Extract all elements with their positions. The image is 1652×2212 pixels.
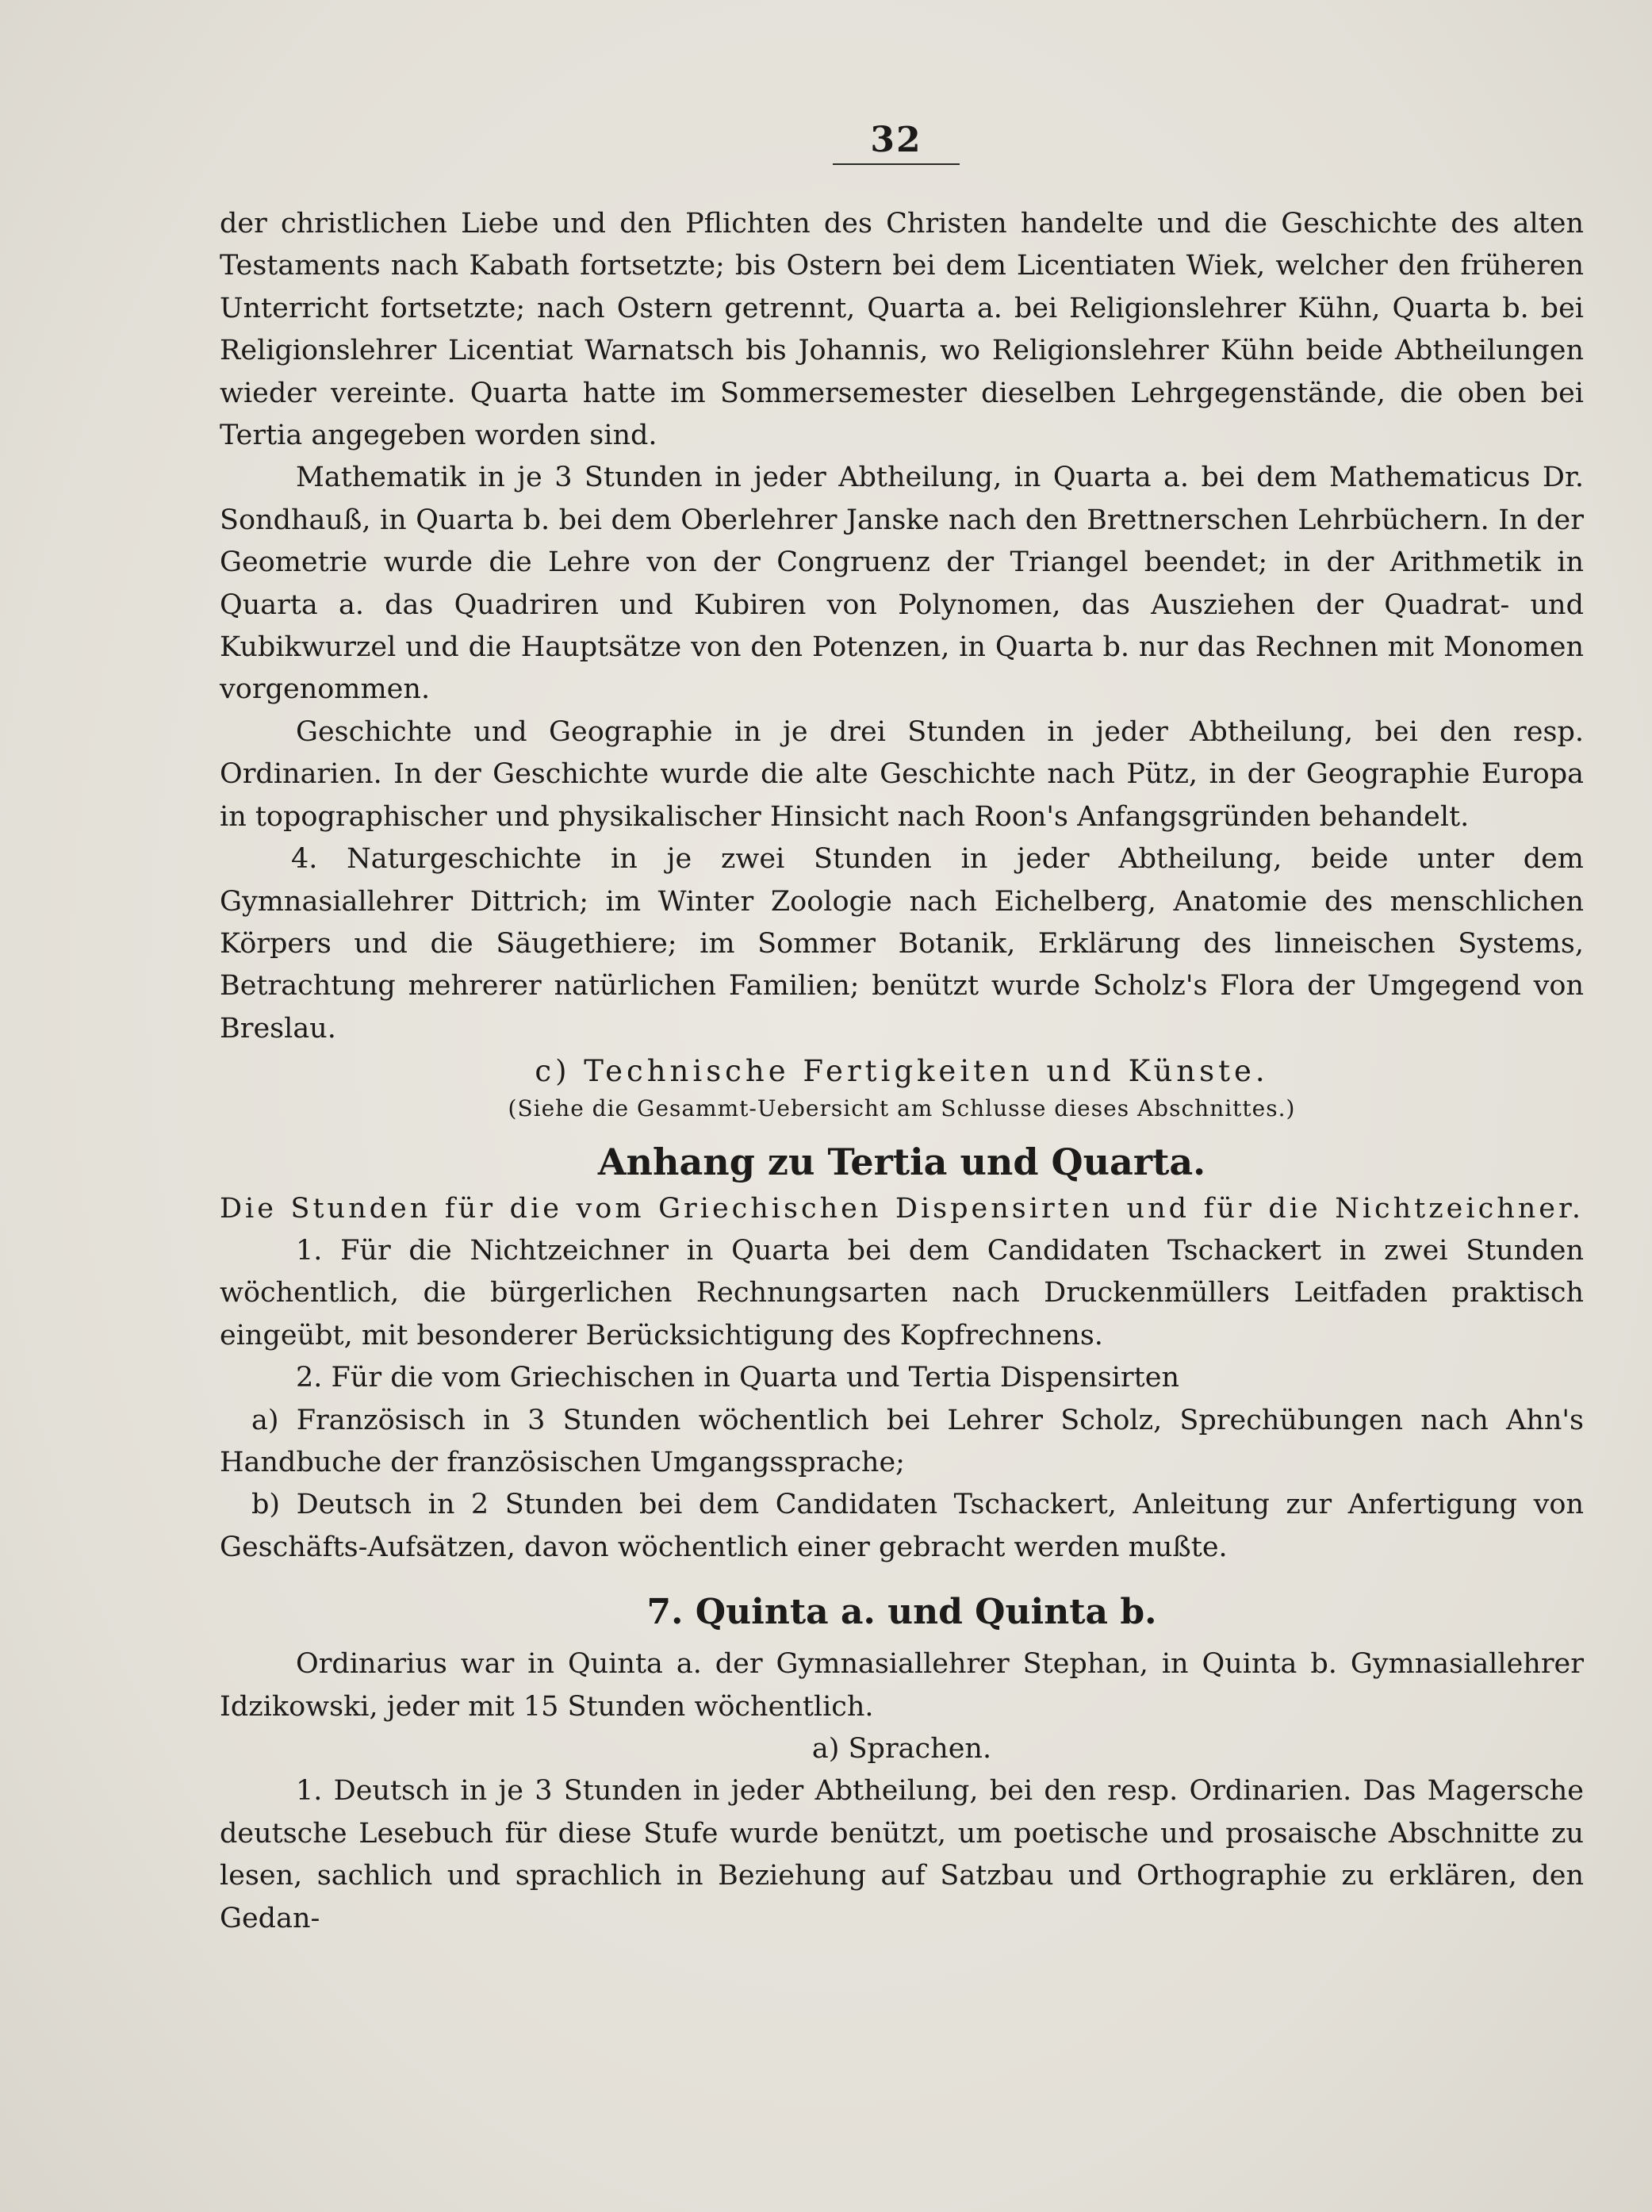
section-c-note: (Siehe die Gesammt-Uebersicht am Schlusse dieses Abschnittes.)	[508, 1094, 1296, 1121]
section-7-languages-heading: a) Sprachen.	[811, 1733, 992, 1765]
section-7-heading: 7. Quinta a. und Quinta b.	[646, 1592, 1157, 1633]
appendix-heading: Anhang zu Tertia und Quarta.	[597, 1140, 1206, 1183]
paragraph-mathematics: Mathematik in je 3 Stunden in jeder Abtheilung, in Quarta a. bei dem Mathematicus Dr. Sondhauß, in Quarta b. bei dem Oberlehrer Janske nach den Brettnerschen Lehrbüchern. In der Geometrie wurde die Lehre von der Congruenz der Triangel beendet; in der Arithmetik in Quarta a. das Quadriren und Kubiren von Polynomen, das Ausziehen der Quadrat- und Kubikwurzel und die Hauptsätze von den Potenzen, in Quarta b. nur das Rechnen mit Monomen vorgenommen.	[220, 462, 1584, 706]
section-7-german-paragraph: 1. Deutsch in je 3 Stunden in jeder Abtheilung, bei den resp. Ordinarien. Das Magersche deutsche Lesebuch für diese Stufe wurde benützt, um poetische und prosaische Abschnitte zu lesen, sachlich und sprachlich in Beziehung auf Satzbau und Orthographie zu erklären, den Gedan-	[220, 1775, 1584, 1934]
paragraph-history-geography: Geschichte und Geographie in je drei Stunden in jeder Abtheilung, bei den resp. Ordinarien. In der Geschichte wurde die alte Geschichte nach Pütz, in der Geographie Europa in topographischer und physikalischer Hinsicht nach Roon's Anfangsgründen behandelt.	[220, 715, 1584, 833]
section-c-heading: c) Technische Fertigkeiten und Künste.	[535, 1054, 1269, 1089]
paragraph-religion: der christlichen Liebe und den Pflichten des Christen handelte und die Geschichte des alten Testaments nach Kabath fortsetzte; bis Ostern bei dem Licentiaten Wiek, welcher den früheren Unterricht fortsetzte; nach Ostern getrennt, Quarta a. bei Religionslehrer Kühn, Quarta b. bei Religionslehrer Licentiat Warnatsch bis Johannis, wo Religionslehrer Kühn beide Abtheilungen wieder vereinte. Quarta hatte im Sommersemester dieselben Lehrgegenstände, die oben bei Tertia angegeben worden sind.	[220, 208, 1584, 452]
page-number-rule	[833, 163, 960, 165]
page-number: 32	[870, 120, 922, 160]
page-number-block	[825, 121, 968, 165]
appendix-item-2: 2. Für die vom Griechischen in Quarta und Tertia Dispensirten	[296, 1362, 1179, 1394]
appendix-subtitle: Die Stunden für die vom Griechischen Dispensirten und für die Nichtzeichner.	[220, 1192, 1584, 1225]
appendix-item-2b: b) Deutsch in 2 Stunden bei dem Candidaten Tschackert, Anleitung zur Anfertigung von Geschäfts-Aufsätzen, davon wöchentlich einer gebracht werden mußte.	[220, 1489, 1584, 1563]
section-7-ordinarius: Ordinarius war in Quinta a. der Gymnasiallehrer Stephan, in Quinta b. Gymnasiallehrer Idzikowski, jeder mit 15 Stunden wöchentlich.	[220, 1648, 1584, 1723]
body-text	[220, 203, 1584, 1940]
paragraph-natural-history: 4. Naturgeschichte in je zwei Stunden in jeder Abtheilung, beide unter dem Gymnasiallehrer Dittrich; im Winter Zoologie nach Eichelberg, Anatomie des menschlichen Körpers und die Säugethiere; im Sommer Botanik, Erklärung des linneischen Systems, Betrachtung mehrerer natürlichen Familien; benützt wurde Scholz's Flora der Umgegend von Breslau.	[220, 843, 1584, 1045]
appendix-item-1: 1. Für die Nichtzeichner in Quarta bei dem Candidaten Tschackert in zwei Stunden wöchentlich, die bürgerlichen Rechnungsarten nach Druckenmüllers Leitfaden praktisch eingeübt, mit besonderer Berücksichtigung des Kopfrechnens.	[220, 1234, 1584, 1351]
appendix-item-2a: a) Französisch in 3 Stunden wöchentlich bei Lehrer Scholz, Sprechübungen nach Ahn's Handbuche der französischen Umgangssprache;	[220, 1404, 1584, 1478]
